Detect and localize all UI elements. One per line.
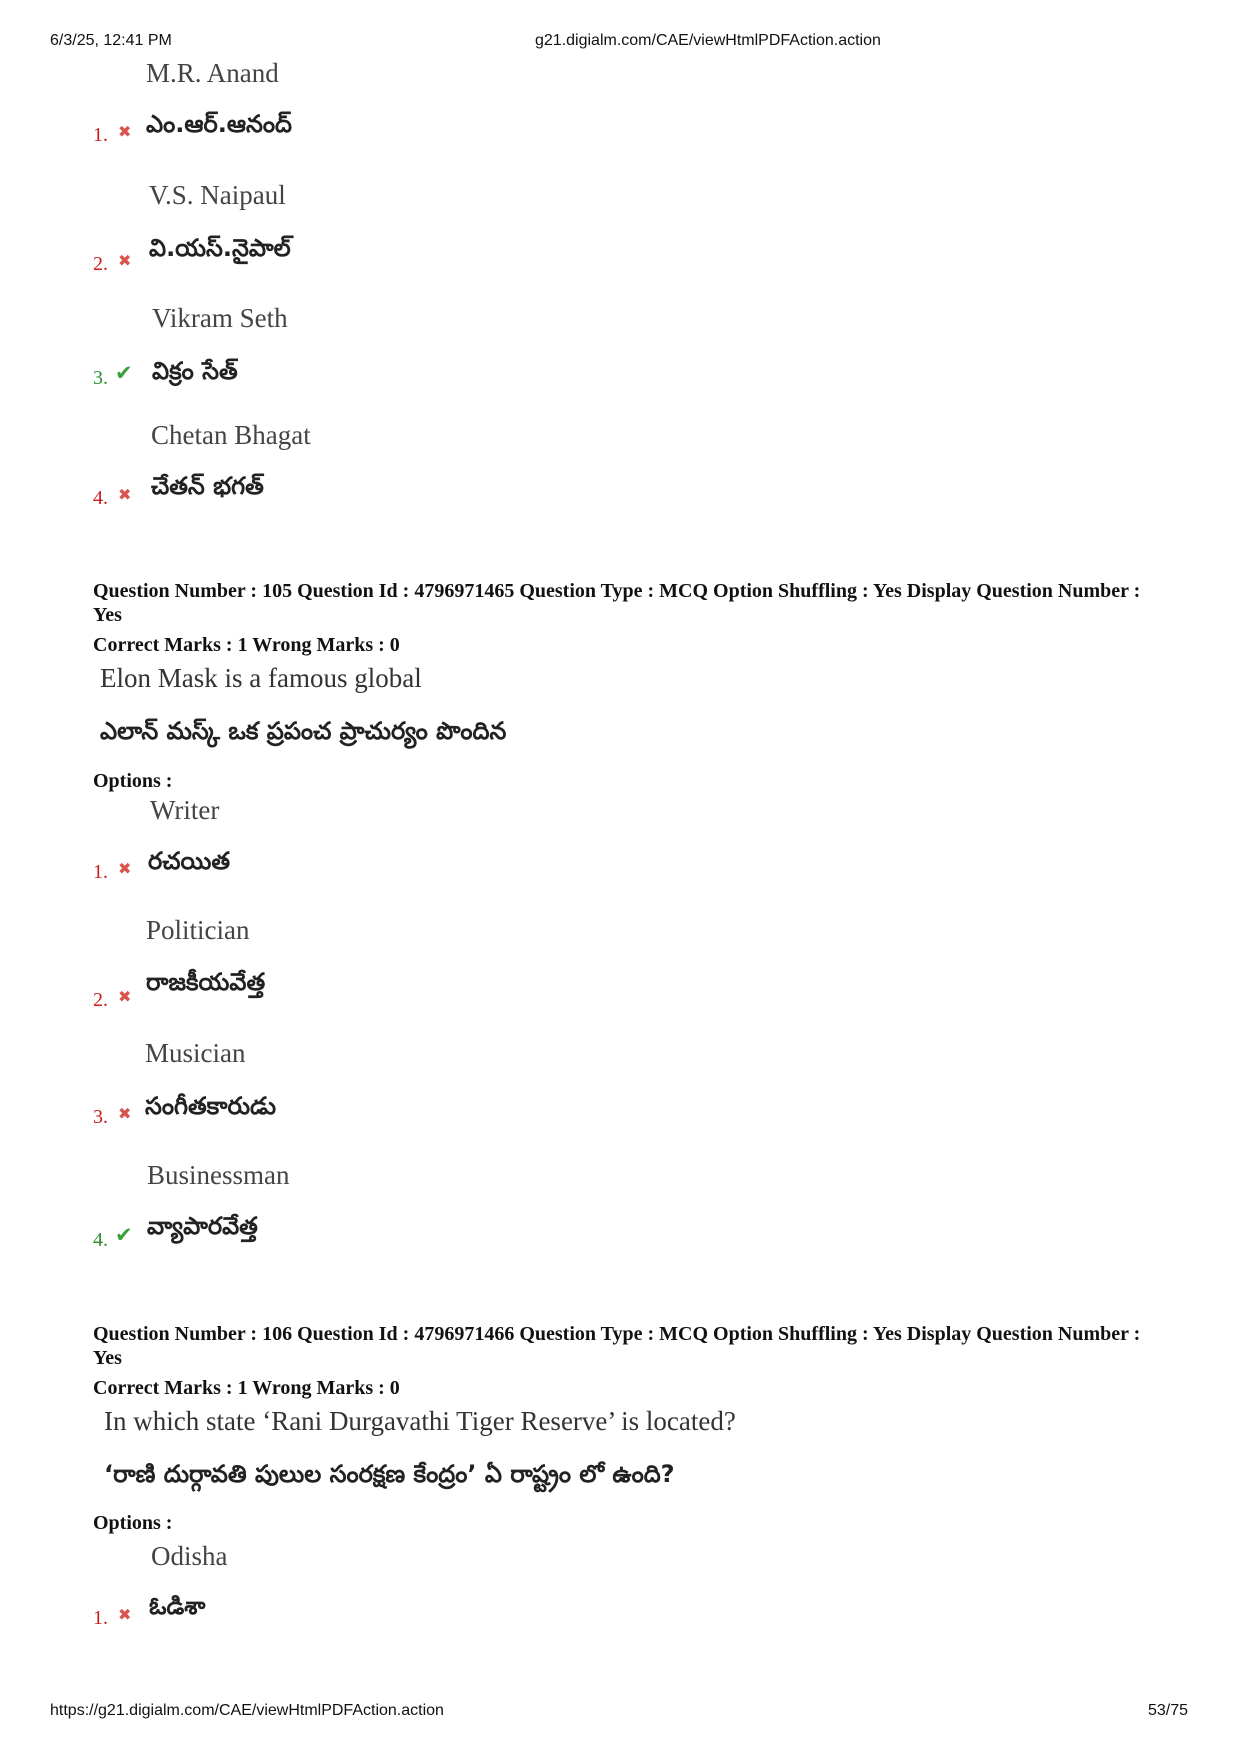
option-english-text: Writer bbox=[150, 795, 220, 825]
wrong-mark-icon: ✖ bbox=[118, 1104, 132, 1123]
print-datetime: 6/3/25, 12:41 PM bbox=[50, 32, 172, 49]
correct-check-icon: ✔ bbox=[115, 361, 133, 385]
question-text-english: Elon Mask is a famous global bbox=[100, 663, 422, 693]
option-number: 1. bbox=[93, 861, 108, 883]
option-number: 2. bbox=[93, 253, 108, 275]
option-telugu-text: వి.యస్.నైపాల్ bbox=[149, 234, 291, 262]
option-number: 3. bbox=[93, 367, 108, 389]
option-telugu-text: ఎం.ఆర్.ఆనంద్ bbox=[146, 110, 292, 138]
option-number: 3. bbox=[93, 1106, 108, 1128]
question-marks: Correct Marks : 1 Wrong Marks : 0 bbox=[93, 634, 400, 656]
print-url-header: g21.digialm.com/CAE/viewHtmlPDFAction.action bbox=[535, 32, 881, 49]
option-english-text: V.S. Naipaul bbox=[149, 180, 286, 210]
wrong-mark-icon: ✖ bbox=[118, 251, 132, 270]
option-number: 1. bbox=[93, 1607, 108, 1629]
page-number: 53/75 bbox=[1148, 1702, 1189, 1719]
option-english-text: M.R. Anand bbox=[146, 58, 279, 88]
option-telugu-text: వ్యాపారవేత్త bbox=[147, 1212, 258, 1240]
options-label: Options : bbox=[93, 770, 173, 792]
option-telugu-text: సంగీతకారుడు bbox=[145, 1092, 277, 1120]
question-meta: Question Number : 105 Question Id : 4796971465 Question Type : MCQ Option Shuffling : Yes Display Question Number : Yes bbox=[93, 580, 1141, 626]
question-text-telugu: ‘రాణి దుర్గావతి పులుల సంరక్షణ కేంద్రం’ ఏ రాష్ట్రం లో ఉంది? bbox=[104, 1460, 675, 1488]
question-marks: Correct Marks : 1 Wrong Marks : 0 bbox=[93, 1377, 400, 1399]
option-english-text: Businessman bbox=[147, 1160, 290, 1190]
options-label: Options : bbox=[93, 1512, 173, 1534]
print-url-footer: https://g21.digialm.com/CAE/viewHtmlPDFAction.action bbox=[50, 1702, 444, 1719]
option-number: 2. bbox=[93, 989, 108, 1011]
question-meta: Question Number : 106 Question Id : 4796971466 Question Type : MCQ Option Shuffling : Yes Display Question Number : Yes bbox=[93, 1323, 1141, 1369]
option-telugu-text: రాజకీయవేత్త bbox=[146, 968, 266, 996]
option-english-text: Vikram Seth bbox=[152, 303, 288, 333]
option-english-text: Chetan Bhagat bbox=[151, 420, 311, 450]
option-english-text: Politician bbox=[146, 915, 250, 945]
correct-check-icon: ✔ bbox=[115, 1223, 133, 1247]
wrong-mark-icon: ✖ bbox=[118, 859, 132, 878]
option-telugu-text: ఓడిశా bbox=[149, 1592, 206, 1620]
option-number: 4. bbox=[93, 487, 108, 509]
option-telugu-text: విక్రం సేత్ bbox=[152, 357, 238, 385]
option-number: 4. bbox=[93, 1229, 108, 1251]
option-english-text: Musician bbox=[145, 1038, 246, 1068]
question-text-telugu: ఎలాన్ మస్క్ ఒక ప్రపంచ ప్రాచుర్యం పొందిన bbox=[100, 717, 507, 745]
wrong-mark-icon: ✖ bbox=[118, 122, 132, 141]
option-english-text: Odisha bbox=[151, 1541, 228, 1571]
wrong-mark-icon: ✖ bbox=[118, 1605, 132, 1624]
wrong-mark-icon: ✖ bbox=[118, 987, 132, 1006]
option-telugu-text: రచయిత bbox=[148, 847, 231, 875]
wrong-mark-icon: ✖ bbox=[118, 485, 132, 504]
option-telugu-text: చేతన్ భగత్ bbox=[151, 472, 264, 500]
option-number: 1. bbox=[93, 124, 108, 146]
question-text-english: In which state ‘Rani Durgavathi Tiger Reserve’ is located? bbox=[104, 1406, 736, 1436]
